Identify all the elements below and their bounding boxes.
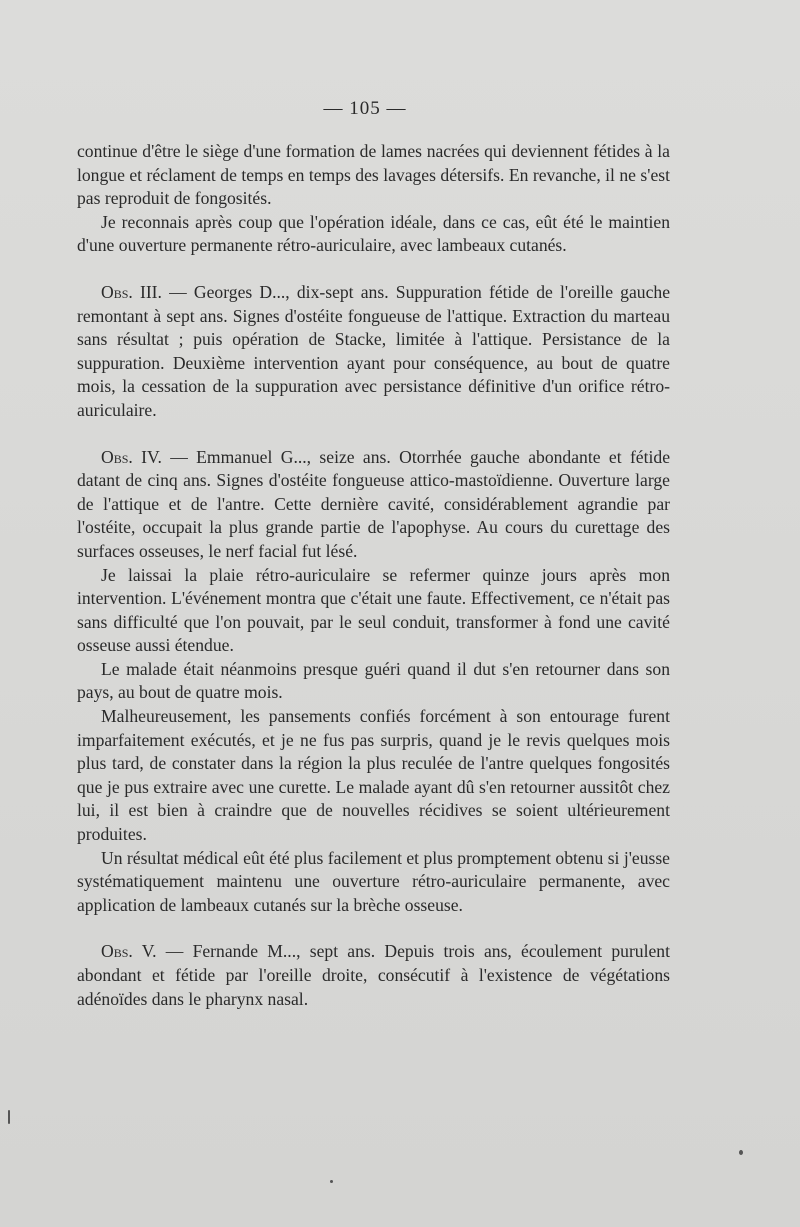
observation-label: Obs. V. [101, 941, 157, 962]
paragraph-text: Un résultat médical eût été plus facilement et plus promptement obtenu si j'eusse systématiquement maintenu une ouverture rétro-auriculaire permanente, avec application de lambeaux cutanés sur la brèche osseuse. [77, 847, 670, 915]
observation-3 [77, 281, 670, 423]
paragraph-text-block [77, 658, 670, 705]
paragraph-text: Malheureusement, les pansements confiés forcément à son entourage furent imparfaitement exécutés, et je ne fus pas surpris, quand je le revis quelques mois plus tard, de constater dans la région la plus reculée de l'antre quelques fongosités que je pus extraire avec une curette. Le malade ayant dû s'en retourner aussitôt chez lui, il est bien à craindre que de nouvelles récidives se soient ultérieurement produites. [77, 706, 670, 845]
paragraph-text: — Fernande M..., sept ans. Depuis trois ans, écoulement purulent abondant et fétide par l'oreille droite, consécutif à l'existence de végétations adénoïdes dans le pharynx nasal. [77, 941, 670, 1009]
paragraph-continuation [77, 140, 670, 211]
paragraph-text-block [77, 705, 670, 847]
paragraph-text: Je laissai la plaie rétro-auriculaire se refermer quinze jours après mon intervention. L'événement montra que c'était une faute. Effectivement, ce n'était pas sans difficulté que l'on pouvait, par le seul conduit, transformer à fond une cavité osseuse aussi étendue. [77, 564, 670, 656]
paragraph-text: continue d'être le siège d'une formation de lames nacrées qui deviennent fétides à la longue et réclament de temps en temps des lavages détersifs. En revanche, il ne s'est pas reproduit de fongosités. [77, 141, 670, 209]
observation-4 [77, 446, 670, 564]
paragraph-text: Je reconnais après coup que l'opération idéale, dans ce cas, eût été le maintien d'une ouverture permanente rétro-auriculaire, avec lambeaux cutanés. [77, 211, 670, 256]
paper-speck [739, 1150, 743, 1155]
paragraph-text: — Emmanuel G..., seize ans. Otorrhée gauche abondante et fétide datant de cinq ans. Signes d'ostéite fongueuse attico-mastoïdienne. Ouverture large de l'attique et de l'antre. Cette dernière cavité, considérablement agrandie par l'ostéite, occupait la plus grande partie de l'apophyse. Au cours du curettage des surfaces osseuses, le nerf facial fut lésé. [77, 446, 670, 561]
paper-speck [330, 1180, 333, 1183]
observation-label: Obs. III. [101, 281, 162, 302]
paragraph-text: Le malade était néanmoins presque guéri quand il dut s'en retourner dans son pays, au bout de quatre mois. [77, 658, 670, 703]
paper-speck [8, 1110, 10, 1124]
paragraph-opinion [77, 211, 670, 258]
body-text [77, 140, 670, 1011]
paragraph-text-block [77, 847, 670, 918]
observation-5 [77, 940, 670, 1011]
paragraph-text: — Georges D..., dix-sept ans. Suppuration fétide de l'oreille gauche remontant à sept ans. Signes d'ostéite fongueuse de l'attique. Extraction du marteau sans résultat ; puis opération de Stacke, limitée à l'attique. Persistance de la suppuration. Deuxième intervention ayant pour conséquence, au bout de quatre mois, la cessation de la suppuration avec persistance définitive d'un orifice rétro-auriculaire. [77, 281, 671, 420]
paragraph-text-block [77, 564, 670, 658]
page-number: — 105 — [323, 98, 407, 119]
observation-label: Obs. IV. [101, 446, 162, 467]
